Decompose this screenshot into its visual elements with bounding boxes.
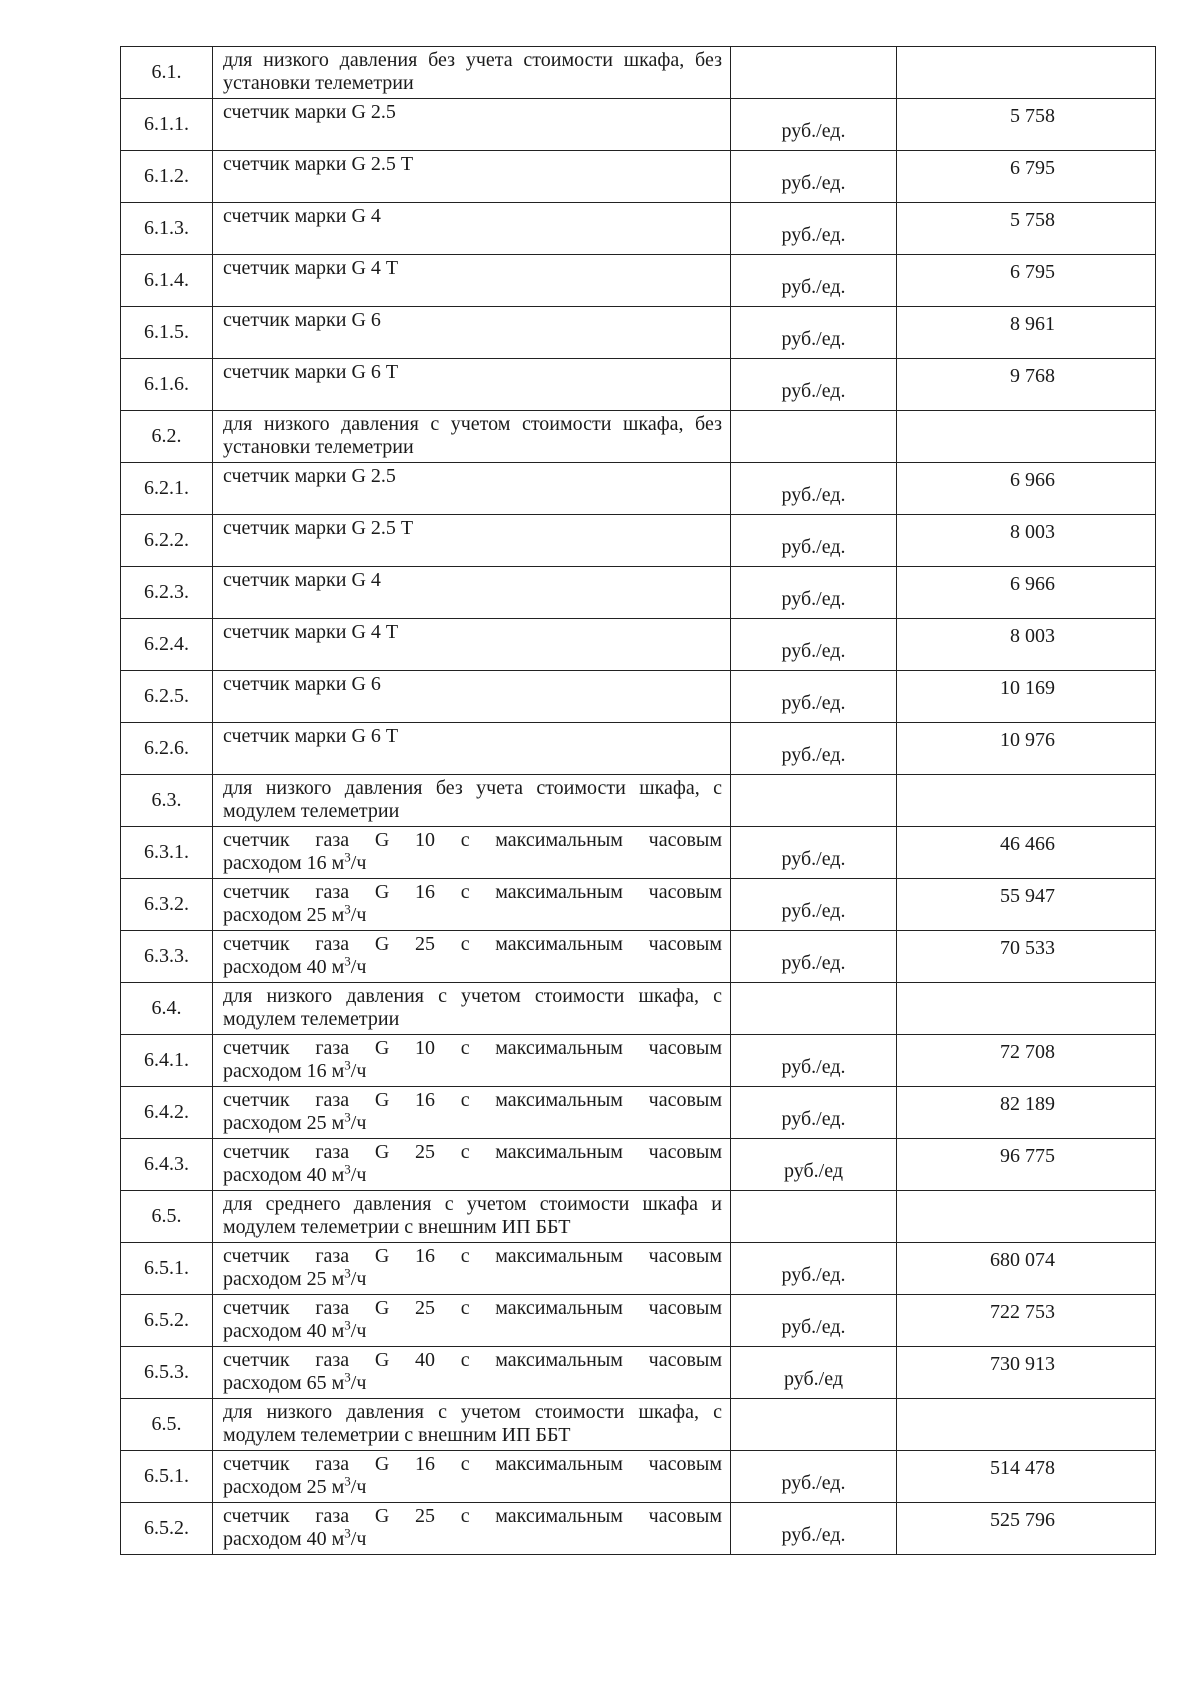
unit-cell: руб./ед. [731,827,897,879]
price-value: 10 976 [897,723,1156,775]
tariff-table [120,46,1156,1555]
unit-cell [731,411,897,463]
table-row [121,1243,1156,1295]
price-value [897,983,1156,1035]
item-number: 6.2.2. [121,515,213,567]
table-row [121,359,1156,411]
per-hour-unit: /ч [350,904,367,926]
cubic-superscript: 3 [344,1317,351,1333]
item-number: 6.5.2. [121,1503,213,1555]
item-number: 6.3.2. [121,879,213,931]
item-number: 6.3.3. [121,931,213,983]
description-line-2 [223,901,722,927]
item-description [213,931,731,983]
cubic-superscript: 3 [344,1525,351,1541]
unit-cell: руб./ед. [731,515,897,567]
item-description: счетчик марки G 6 Т [213,359,731,411]
table-row [121,463,1156,515]
unit-cell: руб./ед. [731,1451,897,1503]
item-description: счетчик марки G 2.5 [213,463,731,515]
price-value: 6 966 [897,567,1156,619]
section-row [121,411,1156,463]
cubic-superscript: 3 [344,953,351,969]
description-line-2 [223,1473,722,1499]
description-line-2 [223,1265,722,1291]
price-value: 6 795 [897,255,1156,307]
item-description [213,827,731,879]
item-description [213,1451,731,1503]
table-row [121,619,1156,671]
description-line-1: счетчик газа G 25 с максимальным часовым [223,1141,722,1163]
description-line-1: счетчик газа G 40 с максимальным часовым [223,1349,722,1371]
item-number: 6.1.5. [121,307,213,359]
per-hour-unit: /ч [350,1476,367,1498]
per-hour-unit: /ч [350,1060,367,1082]
item-number: 6.5.2. [121,1295,213,1347]
item-number: 6.4. [121,983,213,1035]
item-number: 6.1.1. [121,99,213,151]
item-number: 6.3.1. [121,827,213,879]
unit-cell [731,47,897,99]
section-row [121,47,1156,99]
price-value: 72 708 [897,1035,1156,1087]
price-value: 6 795 [897,151,1156,203]
item-number: 6.4.1. [121,1035,213,1087]
cubic-superscript: 3 [344,1057,351,1073]
description-line-2 [223,1525,722,1551]
cubic-superscript: 3 [344,1161,351,1177]
item-description [213,1503,731,1555]
unit-cell: руб./ед. [731,879,897,931]
item-description: счетчик марки G 6 [213,307,731,359]
per-hour-unit: /ч [350,1372,367,1394]
unit-cell: руб./ед. [731,619,897,671]
item-number: 6.2.3. [121,567,213,619]
price-value: 55 947 [897,879,1156,931]
table-row [121,931,1156,983]
flow-rate-text: расходом 25 м [223,904,345,926]
price-value: 680 074 [897,1243,1156,1295]
flow-rate-text: расходом 16 м [223,1060,345,1082]
item-description: счетчик марки G 2.5 [213,99,731,151]
item-number: 6.2.4. [121,619,213,671]
flow-rate-text: расходом 25 м [223,1268,345,1290]
price-value: 70 533 [897,931,1156,983]
price-value [897,411,1156,463]
flow-rate-text: расходом 25 м [223,1476,345,1498]
per-hour-unit: /ч [350,1164,367,1186]
flow-rate-text: расходом 16 м [223,852,345,874]
table-row [121,255,1156,307]
price-value [897,775,1156,827]
unit-cell: руб./ед. [731,1243,897,1295]
table-row [121,203,1156,255]
price-value: 514 478 [897,1451,1156,1503]
price-value: 9 768 [897,359,1156,411]
per-hour-unit: /ч [350,852,367,874]
item-number: 6.4.3. [121,1139,213,1191]
table-row [121,1347,1156,1399]
tariff-table-body [121,47,1156,1555]
price-value: 525 796 [897,1503,1156,1555]
item-number: 6.4.2. [121,1087,213,1139]
item-description: счетчик марки G 4 Т [213,255,731,307]
unit-cell: руб./ед. [731,203,897,255]
unit-cell: руб./ед. [731,307,897,359]
price-value [897,1399,1156,1451]
table-row [121,151,1156,203]
item-description: счетчик марки G 2.5 Т [213,515,731,567]
item-description: для низкого давления с учетом стоимости шкафа, с модулем телеметрии с внешним ИП ББТ [213,1399,731,1451]
item-description: для среднего давления с учетом стоимости шкафа и модулем телеметрии с внешним ИП ББТ [213,1191,731,1243]
cubic-superscript: 3 [344,1473,351,1489]
item-description [213,1347,731,1399]
price-value: 46 466 [897,827,1156,879]
table-row [121,1295,1156,1347]
table-row [121,1503,1156,1555]
description-line-2 [223,1317,722,1343]
unit-cell: руб./ед. [731,359,897,411]
item-number: 6.2.6. [121,723,213,775]
item-number: 6.2.1. [121,463,213,515]
item-description: счетчик марки G 4 [213,203,731,255]
table-row [121,1451,1156,1503]
item-description [213,1035,731,1087]
item-description [213,879,731,931]
section-row [121,1191,1156,1243]
table-row [121,671,1156,723]
per-hour-unit: /ч [350,956,367,978]
table-row [121,1035,1156,1087]
table-row [121,879,1156,931]
table-row [121,723,1156,775]
description-line-1: счетчик газа G 25 с максимальным часовым [223,1297,722,1319]
unit-cell: руб./ед. [731,671,897,723]
item-number: 6.1. [121,47,213,99]
item-number: 6.2. [121,411,213,463]
item-description: счетчик марки G 4 Т [213,619,731,671]
section-row [121,983,1156,1035]
per-hour-unit: /ч [350,1268,367,1290]
item-description: для низкого давления с учетом стоимости шкафа, без установки телеметрии [213,411,731,463]
item-description: счетчик марки G 2.5 Т [213,151,731,203]
description-line-1: счетчик газа G 25 с максимальным часовым [223,933,722,955]
description-line-1: счетчик газа G 16 с максимальным часовым [223,1089,722,1111]
unit-cell [731,1399,897,1451]
item-description [213,1243,731,1295]
cubic-superscript: 3 [344,901,351,917]
unit-cell: руб./ед. [731,931,897,983]
price-value: 722 753 [897,1295,1156,1347]
table-row [121,1139,1156,1191]
description-line-1: счетчик газа G 25 с максимальным часовым [223,1505,722,1527]
unit-cell: руб./ед [731,1139,897,1191]
description-line-1: счетчик газа G 10 с максимальным часовым [223,1037,722,1059]
unit-cell: руб./ед. [731,567,897,619]
unit-cell [731,983,897,1035]
item-description: счетчик марки G 4 [213,567,731,619]
price-value: 730 913 [897,1347,1156,1399]
unit-cell: руб./ед. [731,463,897,515]
unit-cell: руб./ед. [731,1035,897,1087]
table-row [121,1087,1156,1139]
per-hour-unit: /ч [350,1528,367,1550]
price-value: 8 003 [897,515,1156,567]
description-line-2 [223,1109,722,1135]
description-line-2 [223,1057,722,1083]
unit-cell: руб./ед. [731,151,897,203]
item-number: 6.5. [121,1191,213,1243]
price-value: 82 189 [897,1087,1156,1139]
description-line-2 [223,1369,722,1395]
price-value: 8 961 [897,307,1156,359]
per-hour-unit: /ч [350,1112,367,1134]
item-description: счетчик марки G 6 [213,671,731,723]
description-line-1: счетчик газа G 10 с максимальным часовым [223,829,722,851]
cubic-superscript: 3 [344,849,351,865]
unit-cell: руб./ед. [731,1295,897,1347]
unit-cell: руб./ед. [731,255,897,307]
description-line-2 [223,1161,722,1187]
flow-rate-text: расходом 40 м [223,956,345,978]
cubic-superscript: 3 [344,1109,351,1125]
flow-rate-text: расходом 40 м [223,1528,345,1550]
price-value [897,1191,1156,1243]
cubic-superscript: 3 [344,1265,351,1281]
item-number: 6.5.1. [121,1243,213,1295]
price-value [897,47,1156,99]
flow-rate-text: расходом 40 м [223,1320,345,1342]
unit-cell: руб./ед. [731,723,897,775]
table-row [121,827,1156,879]
flow-rate-text: расходом 25 м [223,1112,345,1134]
section-row [121,775,1156,827]
item-number: 6.1.6. [121,359,213,411]
price-value: 96 775 [897,1139,1156,1191]
description-line-2 [223,953,722,979]
table-row [121,99,1156,151]
flow-rate-text: расходом 65 м [223,1372,345,1394]
item-number: 6.5.3. [121,1347,213,1399]
unit-cell: руб./ед. [731,1087,897,1139]
cubic-superscript: 3 [344,1369,351,1385]
unit-cell: руб./ед. [731,99,897,151]
item-number: 6.1.4. [121,255,213,307]
item-description: для низкого давления без учета стоимости шкафа, без установки телеметрии [213,47,731,99]
price-value: 6 966 [897,463,1156,515]
item-description [213,1295,731,1347]
section-row [121,1399,1156,1451]
item-description: для низкого давления без учета стоимости шкафа, с модулем телеметрии [213,775,731,827]
item-number: 6.2.5. [121,671,213,723]
item-number: 6.3. [121,775,213,827]
price-value: 5 758 [897,99,1156,151]
unit-cell: руб./ед [731,1347,897,1399]
unit-cell [731,1191,897,1243]
price-value: 5 758 [897,203,1156,255]
item-number: 6.5.1. [121,1451,213,1503]
item-description [213,1087,731,1139]
description-line-2 [223,849,722,875]
description-line-1: счетчик газа G 16 с максимальным часовым [223,1245,722,1267]
price-value: 10 169 [897,671,1156,723]
description-line-1: счетчик газа G 16 с максимальным часовым [223,1453,722,1475]
description-line-1: счетчик газа G 16 с максимальным часовым [223,881,722,903]
item-number: 6.1.3. [121,203,213,255]
table-row [121,515,1156,567]
unit-cell: руб./ед. [731,1503,897,1555]
item-number: 6.1.2. [121,151,213,203]
flow-rate-text: расходом 40 м [223,1164,345,1186]
unit-cell [731,775,897,827]
item-description: счетчик марки G 6 Т [213,723,731,775]
table-row [121,307,1156,359]
item-description: для низкого давления с учетом стоимости шкафа, с модулем телеметрии [213,983,731,1035]
item-description [213,1139,731,1191]
item-number: 6.5. [121,1399,213,1451]
price-value: 8 003 [897,619,1156,671]
per-hour-unit: /ч [350,1320,367,1342]
table-row [121,567,1156,619]
